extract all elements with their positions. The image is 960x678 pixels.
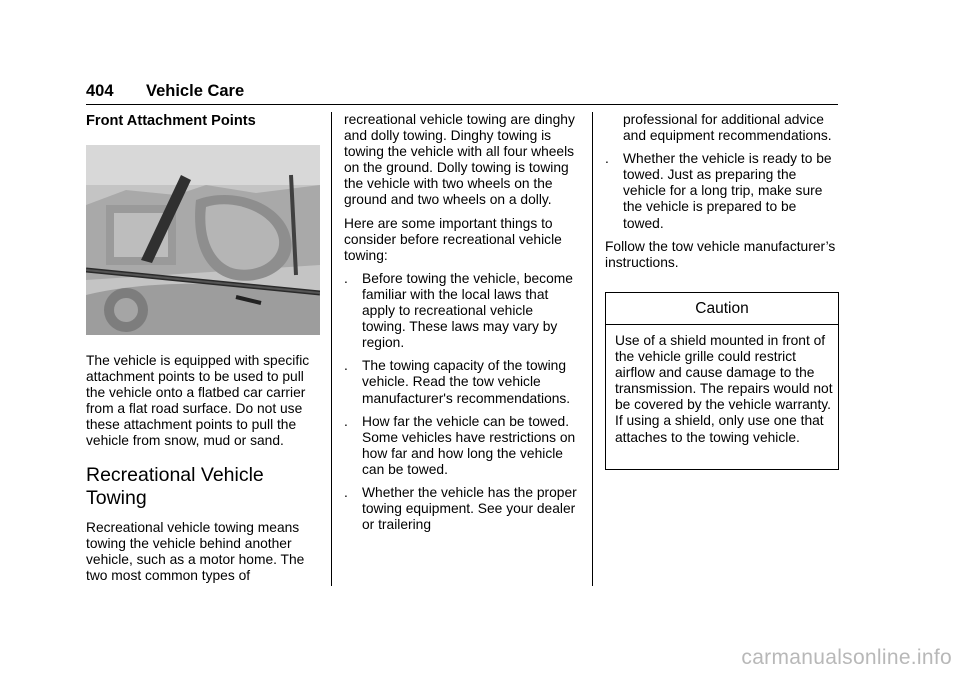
caution-text: Use of a shield mounted in front of the vehicle grille could restrict airflow and cause damage to the transmission. The repairs would not be covered by the vehicle warranty. If using a shield, only use one that attaches to the towing vehicle. (615, 333, 833, 445)
column-3 (605, 112, 839, 271)
paragraph: Recreational vehicle towing means towing the vehicle behind another vehicle, such as a motor home. The two most common types of (86, 519, 305, 583)
list-item-text: Before towing the vehicle, become familiar with the local laws that apply to recreational vehicle towing. These laws may vary by region. (362, 270, 573, 351)
list-item (344, 358, 580, 406)
bullet-marker: . (344, 270, 348, 286)
heading-recreational-towing-line2: Towing (86, 486, 147, 509)
list-item-text: Whether the vehicle has the proper towing equipment. See your dealer or trailering (362, 484, 577, 533)
list-item-text: professional for additional advice and equipment recommendations. (623, 112, 832, 144)
paragraph: The vehicle is equipped with specific attachment points to be used to pull the vehicle onto a flatbed car carrier from a flat road surface. Do not use these attachment points to pull the vehicle from snow, mud or sand. (86, 353, 310, 449)
list-item (605, 151, 839, 231)
undercarriage-illustration (86, 145, 320, 335)
section-title: Vehicle Care (146, 82, 245, 100)
caution-title: Caution (606, 293, 838, 325)
list-item-text: The towing capacity of the towing vehicle. Read the tow vehicle manufacturer's recommendations. (362, 358, 571, 406)
list-item-continuation (605, 112, 839, 144)
column-divider (592, 112, 593, 586)
list-item-text: How far the vehicle can be towed. Some vehicles have restrictions on how far and how long the vehicle can be towed. (362, 413, 576, 477)
list-item (344, 414, 580, 478)
bullet-marker: . (344, 413, 348, 429)
caution-box (605, 292, 839, 470)
front-attachment-photo (86, 145, 320, 335)
subheading-front-attachment: Front Attachment Points (86, 113, 256, 129)
paragraph: Follow the tow vehicle manufacturer’s instructions. (605, 238, 836, 270)
list-item (344, 485, 580, 533)
bullet-marker: . (344, 484, 348, 500)
heading-recreational-towing-line1: Recreational Vehicle (86, 463, 264, 486)
column-2 (344, 112, 580, 533)
paragraph: recreational vehicle towing are dinghy and dolly towing. Dinghy towing is towing the vehicle with all four wheels on the ground. Dolly towing is towing the vehicle with two wheels on the ground and two wheels on a dolly. (344, 112, 575, 208)
list-item (344, 271, 580, 351)
bullet-marker: . (344, 358, 348, 374)
bullet-marker: . (605, 151, 609, 167)
page-header (86, 82, 838, 104)
column-divider (331, 112, 332, 586)
paragraph: Here are some important things to consider before recreational vehicle towing: (344, 215, 562, 263)
page-number: 404 (86, 82, 114, 100)
header-rule (86, 104, 838, 105)
list-item-text: Whether the vehicle is ready to be towed. Just as preparing the vehicle for a long trip, make sure the vehicle is prepared to be towed. (623, 151, 832, 231)
watermark: carmanualsonline.info (741, 646, 952, 669)
